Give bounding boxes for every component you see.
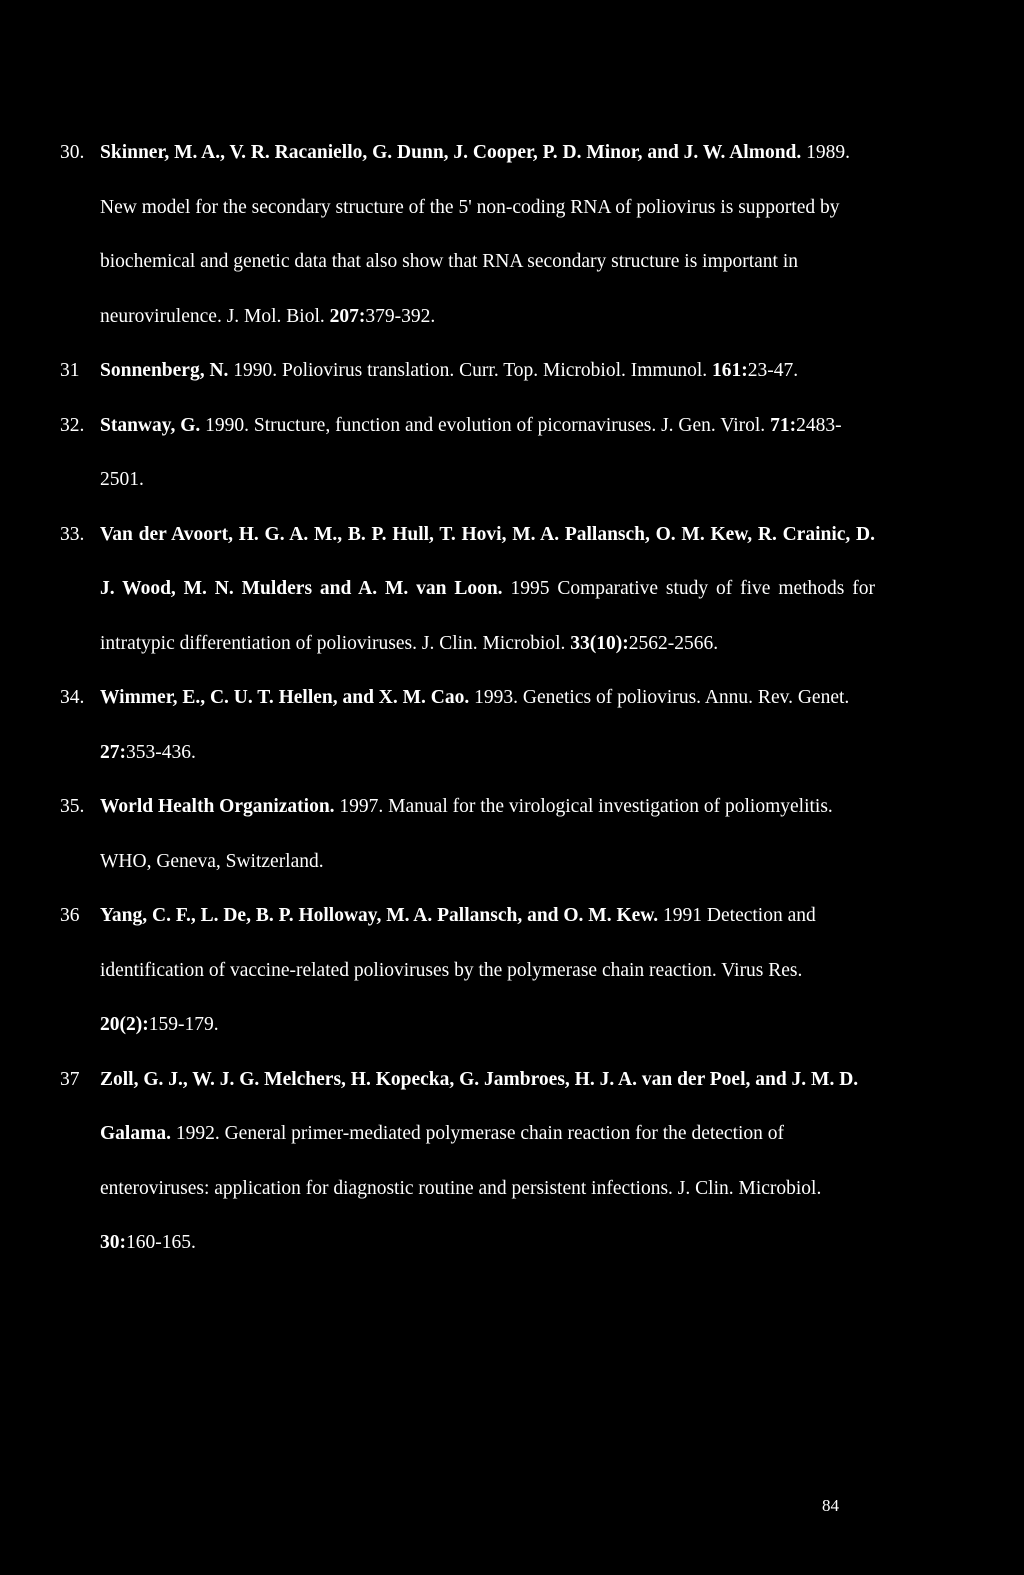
reference-number: 32.	[60, 414, 85, 436]
reference-volume: 30:	[100, 1232, 126, 1253]
reference-number: 33.	[60, 523, 85, 545]
reference-authors: Sonnenberg, N.	[100, 360, 229, 381]
reference-item	[60, 780, 875, 889]
reference-title: General primer-mediated polymerase chain reaction for the detection of enteroviruses: application for diagnostic routine and persistent infections. J. Clin. Microbiol.	[100, 1123, 822, 1199]
reference-item	[60, 671, 875, 780]
reference-year: 1989.	[806, 142, 851, 163]
reference-volume: 71:	[770, 414, 797, 436]
reference-volume: 161:	[712, 360, 748, 381]
reference-item	[60, 1053, 875, 1271]
reference-item	[60, 508, 875, 672]
reference-year: 1991	[663, 905, 703, 926]
reference-volume: 27:	[100, 741, 126, 763]
reference-authors: Yang, C. F., L. De, B. P. Holloway, M. A. Pallansch, and O. M. Kew.	[100, 905, 659, 926]
reference-pages: 23-47.	[747, 360, 799, 381]
reference-authors: Skinner, M. A., V. R. Racaniello, G. Dunn, J. Cooper, P. D. Minor, and J. W. Almond.	[100, 142, 802, 163]
reference-number: 36	[60, 905, 80, 926]
page-number: 84	[822, 1496, 839, 1515]
reference-year: 1990.	[233, 360, 278, 381]
reference-item	[60, 126, 875, 344]
reference-title: Detection and identification of vaccine-related polioviruses by the polymerase chain reaction. Virus Res.	[100, 905, 816, 981]
reference-number: 31	[60, 360, 80, 381]
reference-pages: 353-436.	[126, 741, 196, 763]
reference-pages: 159-179.	[148, 1014, 219, 1035]
reference-number: 37	[60, 1068, 80, 1090]
reference-number: 35.	[60, 796, 85, 817]
reference-year: 1993.	[474, 687, 518, 708]
reference-list	[60, 126, 875, 1271]
reference-title: Structure, function and evolution of picornaviruses. J. Gen. Virol.	[253, 414, 766, 436]
reference-pages: 2483-2501.	[100, 414, 842, 490]
reference-title: Genetics of poliovirus. Annu. Rev. Genet.	[522, 687, 850, 708]
reference-authors: World Health Organization.	[100, 796, 335, 817]
reference-item	[60, 399, 875, 508]
reference-number: 30.	[60, 142, 85, 163]
reference-title: Poliovirus translation. Curr. Top. Microbiol. Immunol.	[282, 360, 708, 381]
reference-year: 1997.	[339, 796, 384, 817]
reference-authors: Wimmer, E., C. U. T. Hellen, and X. M. Cao.	[100, 687, 470, 708]
reference-title: Manual for the virological investigation of poliomyelitis. WHO, Geneva, Switzerland.	[100, 796, 833, 872]
reference-title: Comparative study of five methods for intratypic differentiation of polioviruses. J. Clin. Microbiol.	[100, 578, 876, 654]
reference-volume: 207:	[329, 305, 366, 327]
reference-pages: 379-392.	[365, 305, 436, 327]
reference-year: 1995	[510, 578, 550, 599]
reference-authors: Stanway, G.	[100, 414, 201, 436]
reference-year: 1990.	[205, 414, 249, 436]
reference-volume: 20(2):	[100, 1014, 149, 1035]
reference-number: 34.	[60, 687, 85, 708]
reference-authors: Van der Avoort, H. G. A. M., B. P. Hull, T. Hovi, M. A. Pallansch, O. M. Kew, R. Crainic, D. J. Wood, M. N. Mulders and A. M. van Loon.	[100, 523, 875, 599]
reference-item	[60, 889, 875, 1053]
reference-authors: Zoll, G. J., W. J. G. Melchers, H. Kopecka, G. Jambroes, H. J. A. van der Poel, and J. M. D. Galama.	[100, 1068, 859, 1144]
reference-volume: 33(10):	[570, 632, 629, 654]
reference-pages: 2562-2566.	[628, 632, 719, 654]
reference-year: 1992.	[175, 1123, 220, 1144]
reference-title: New model for the secondary structure of the 5' non-coding RNA of poliovirus is supported by biochemical and genetic data that also show that RNA secondary structure is important in neurovirulence. J. Mol. Biol.	[100, 196, 840, 327]
reference-item	[60, 344, 875, 399]
reference-pages: 160-165.	[126, 1232, 196, 1253]
